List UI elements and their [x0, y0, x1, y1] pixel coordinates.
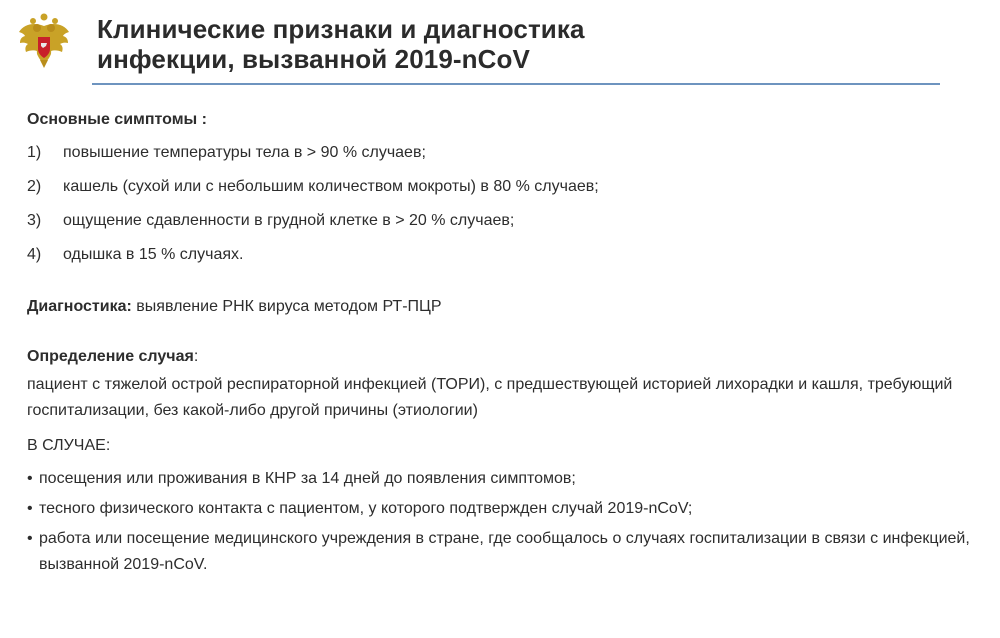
- case-condition-text: посещения или проживания в КНР за 14 дней до появления симптомов;: [39, 470, 576, 487]
- bullet-icon: •: [27, 530, 33, 547]
- title-divider: [92, 83, 940, 85]
- in-case-label: В СЛУЧАЕ:: [27, 437, 111, 454]
- case-definition-heading: [27, 344, 977, 370]
- symptom-text: кашель (сухой или с небольшим количеством мокроты) в 80 % случаев;: [63, 178, 599, 195]
- slide-title: [97, 14, 917, 74]
- slide-title-line-2: инфекции, вызванной 2019-nCoV: [97, 44, 530, 74]
- case-conditions-list: [27, 466, 977, 578]
- bullet-icon: •: [27, 500, 33, 517]
- case-definition-colon: :: [193, 348, 199, 365]
- case-condition-text: тесного физического контакта с пациентом, у которого подтвержден случай 2019-nCoV;: [39, 500, 693, 517]
- russian-coat-of-arms-icon: [16, 12, 72, 70]
- symptoms-heading: Основные симптомы :: [27, 111, 207, 128]
- symptom-number: 4): [27, 246, 42, 263]
- bullet-icon: •: [27, 470, 33, 487]
- symptom-text: ощущение сдавленности в грудной клетке в > 20 % случаев;: [63, 212, 515, 229]
- diagnostics-line: [27, 292, 977, 322]
- diagnostics-text: выявление РНК вируса методом РТ-ПЦР: [131, 298, 442, 315]
- case-condition-item: [27, 496, 977, 522]
- case-condition-item: [27, 466, 977, 492]
- slide-title-line-1: Клинические признаки и диагностика: [97, 14, 585, 44]
- symptom-text: повышение температуры тела в > 90 % случаев;: [63, 144, 426, 161]
- symptom-number: 2): [27, 178, 42, 195]
- case-condition-text: работа или посещение медицинского учреждения в стране, где сообщалось о случаях госпитализации в связи с инфекцией, вызванной 2019-nCoV.: [39, 530, 970, 573]
- symptom-item: [27, 204, 977, 238]
- symptom-number: 1): [27, 144, 42, 161]
- case-definition-label: Определение случая: [27, 348, 194, 365]
- symptom-item: [27, 170, 977, 204]
- slide-header: [0, 0, 1000, 88]
- symptoms-list: [27, 136, 977, 272]
- symptom-number: 3): [27, 212, 42, 229]
- symptom-item: [27, 136, 977, 170]
- diagnostics-label: Диагностика:: [27, 298, 132, 315]
- case-definition-text: пациент с тяжелой острой респираторной инфекцией (ТОРИ), с предшествующей историей лихорадки и кашля, требующий госпитализации, без какой-либо другой причины (этиологии): [27, 376, 953, 419]
- symptom-item: [27, 238, 977, 272]
- symptom-text: одышка в 15 % случаях.: [63, 246, 244, 263]
- case-condition-item: [27, 526, 977, 578]
- slide-content: [27, 108, 977, 582]
